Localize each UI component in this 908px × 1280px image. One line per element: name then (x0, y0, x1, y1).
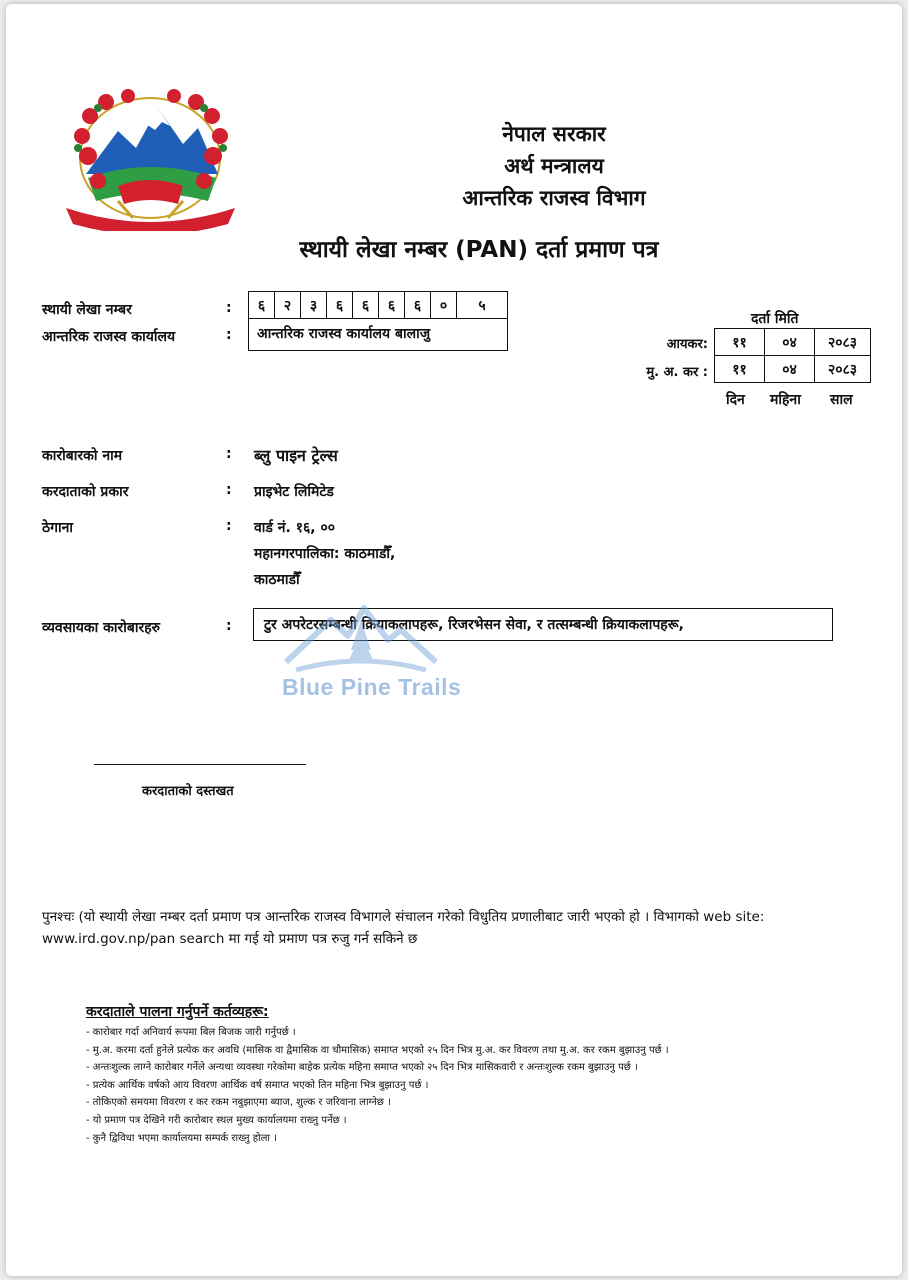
pan-digit: ६ (327, 292, 353, 318)
office-value: आन्तरिक राजस्व कार्यालय बालाजु (257, 326, 431, 342)
colon: : (226, 482, 232, 498)
date-row-income-tax (715, 329, 871, 356)
pan-label: स्थायी लेखा नम्बर (42, 302, 132, 318)
col-month-label: महिना (770, 392, 801, 408)
pan-digits-row (249, 292, 507, 319)
duty-item: - प्रत्येक आर्थिक वर्षको आय विवरण आर्थिक वर्ष समाप्त भएको तिन महिना भित्र बुझाउनु पर्छ । (86, 1079, 429, 1091)
date-day: ११ (715, 329, 765, 356)
colon: : (226, 618, 232, 634)
date-row-vat (715, 356, 871, 383)
document-title: स्थायी लेखा नम्बर (PAN) दर्ता प्रमाण पत्र (299, 237, 659, 263)
date-row-label-income-tax: आयकर: (666, 337, 708, 352)
pan-digit: ३ (301, 292, 327, 318)
taxpayer-type-value: प्राइभेट लिमिटेड (254, 484, 334, 500)
date-year: २०८३ (815, 329, 871, 356)
signature-line (94, 764, 306, 765)
office-label: आन्तरिक राजस्व कार्यालय (42, 329, 176, 345)
colon: : (226, 518, 232, 534)
activities-value: टुर अपरेटरसम्बन्धी क्रियाकलापहरू, रिजरभेसन सेवा, र तत्सम्बन्धी क्रियाकलापहरू, (253, 608, 833, 641)
date-day: ११ (715, 356, 765, 383)
address-line-3: काठमाडौँ (254, 572, 300, 588)
duty-item: - यो प्रमाण पत्र देखिने गरी कारोबार स्थल मुख्य कार्यालयमा राख्नु पर्नेछ । (86, 1114, 347, 1126)
pan-digit: ६ (405, 292, 431, 318)
duty-item: - मु.अ. करमा दर्ता हुनेले प्रत्येक कर अवधि (मासिक वा द्वैमासिक वा चौमासिक) समाप्त भएको २५ दिन भित्र मु.अ. कर विवरण तथा मु.अ. कर रकम बुझाउनु पर्छ । (86, 1044, 669, 1056)
colon: : (226, 300, 232, 316)
business-name-value: ब्लु पाइन ट्रेल्स (254, 446, 338, 465)
date-row-label-vat: मु. अ. कर : (646, 365, 708, 380)
duties-title: करदाताले पालना गर्नुपर्ने कर्तव्यहरू: (86, 1004, 269, 1020)
watermark-text: Blue Pine Trails (282, 674, 462, 700)
colon: : (226, 327, 232, 343)
duty-item: - अन्तःशुल्क लाग्ने कारोबार गर्नेले अन्यथा व्यवस्था गरेकोमा बाहेक प्रत्येक महिना समाप्त भएको २५ दिन भित्र मासिकवारी र अन्तःशुल्क रकम बुझाउनु पर्छ । (86, 1062, 638, 1074)
pan-digit: २ (275, 292, 301, 318)
pan-box (248, 291, 508, 351)
duties-list (86, 1024, 846, 1147)
address-line-1: वार्ड नं. १६, ०० (254, 520, 336, 536)
colon: : (226, 446, 232, 462)
pan-digit: ५ (478, 297, 486, 314)
pan-digit: ० (431, 292, 457, 318)
taxpayer-type-label: करदाताको प्रकार (42, 484, 129, 500)
gov-line-1: नेपाल सरकार (502, 122, 606, 146)
gov-line-2: अर्थ मन्त्रालय (504, 154, 604, 178)
address-line-2: महानगरपालिका: काठमाडौँ, (254, 546, 396, 562)
col-year-label: साल (830, 392, 853, 408)
date-month: ०४ (765, 329, 815, 356)
date-table (714, 328, 871, 383)
certificate-sheet (6, 4, 902, 1276)
pan-digit: ६ (353, 292, 379, 318)
duty-item: - कुनै द्विविधा भएमा कार्यालयमा सम्पर्क राख्नु होला । (86, 1132, 277, 1144)
duty-item: - कारोबार गर्दा अनिवार्य रूपमा बिल बिजक जारी गर्नुपर्छ । (86, 1027, 296, 1038)
signature-label: करदाताको दस्तखत (142, 784, 234, 799)
pan-digit: ६ (379, 292, 405, 318)
pan-digit: ६ (249, 292, 275, 318)
date-heading: दर्ता मिति (751, 311, 799, 327)
activities-label: व्यवसायका कारोबारहरु (42, 620, 161, 636)
date-month: ०४ (765, 356, 815, 383)
business-name-label: कारोबारको नाम (42, 448, 123, 464)
date-year: २०८३ (815, 356, 871, 383)
col-day-label: दिन (726, 392, 745, 408)
duty-item: - तोकिएको समयमा विवरण र कर रकम नबुझाएमा ब्याज, शुल्क र जरिवाना लाग्नेछ । (86, 1097, 391, 1109)
verification-note: पुनश्चः (यो स्थायी लेखा नम्बर दर्ता प्रमाण पत्र आन्तरिक राजस्व विभागले संचालन गरेको विधुतिय प्रणालीबाट जारी भएको हो । विभागको web site: www.ird.gov.np/pan search मा गई यो प्रमाण पत्र रुजु गर्न सकिने छ (42, 909, 765, 947)
gov-line-3: आन्तरिक राजस्व विभाग (462, 186, 646, 210)
address-label: ठेगाना (42, 520, 74, 536)
